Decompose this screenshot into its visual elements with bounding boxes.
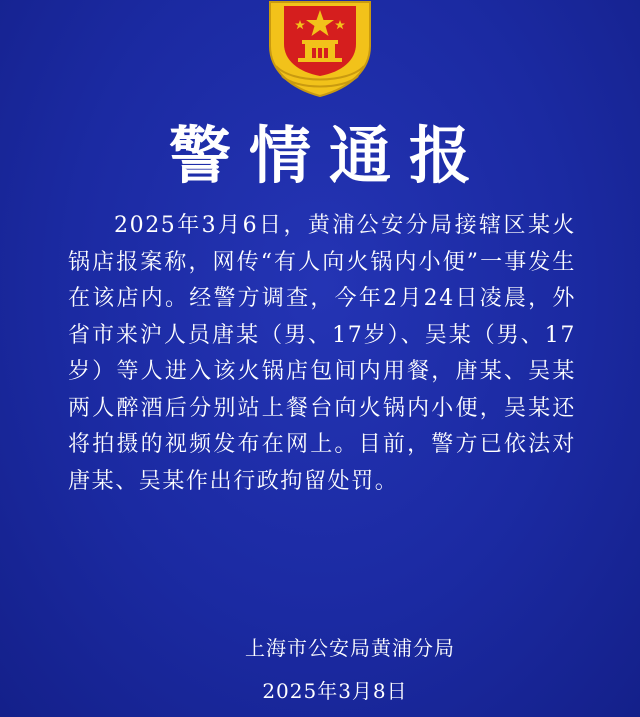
- issue-date: 2025年3月8日: [262, 679, 408, 703]
- issuing-organization: 上海市公安局黄浦分局: [245, 636, 455, 660]
- notice-title: 警情通报: [168, 119, 489, 192]
- police-emblem-icon: [262, 0, 378, 98]
- notice-body: 2025年3月6日，黄浦公安分局接辖区某火锅店报案称，网传“有人向火锅内小便”一事发生在该店内。经警方调查，今年2月24日凌晨，外省市来沪人员唐某（男、17岁）、吴某（男、17岁）等人进入该火锅店包间内用餐，唐某、吴某两人醉酒后分别站上餐台向火锅内小便，吴某还将拍摄的视频发布在网上。目前，警方已依法对唐某、吴某作出行政拘留处罚。: [68, 213, 576, 494]
